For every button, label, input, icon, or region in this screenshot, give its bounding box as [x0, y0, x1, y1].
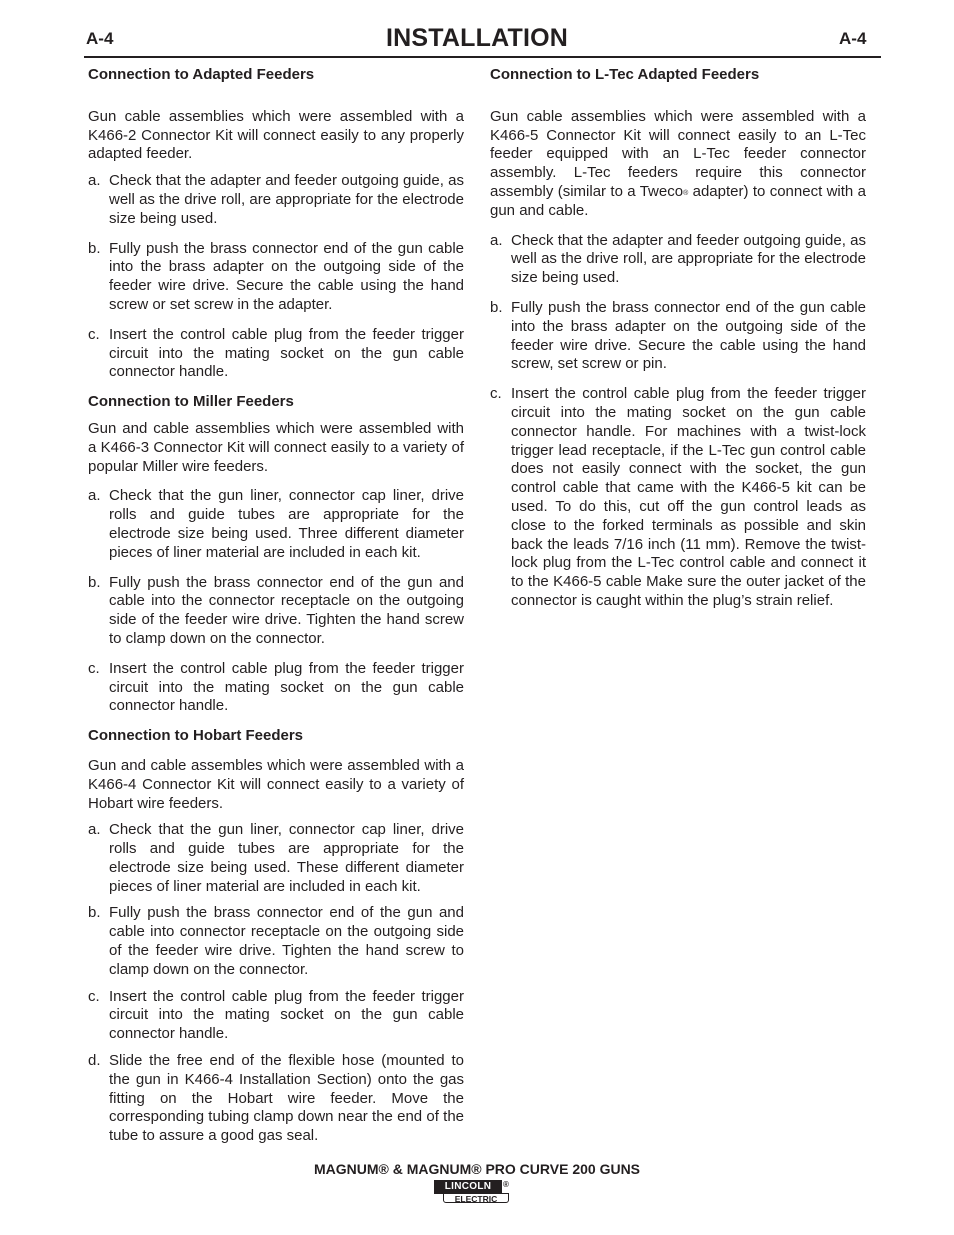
page-number-left: A-4: [86, 29, 114, 48]
right-column: [490, 66, 866, 611]
list-item-label: d.: [88, 1052, 101, 1070]
registered-mark: ®: [683, 189, 689, 197]
logo-top-text: LINCOLN: [434, 1180, 502, 1194]
list-item: [490, 385, 866, 611]
intro-text-part-1: Gun cable assemblies which were assembled with a K466-5 Connector Kit will connect easily to an L-Tec feeder equipped with an L-Tec feeder connector assembly. L-Tec feeders require this connector assembly (similar to a Tweco: [490, 107, 866, 200]
logo-bottom-text: ELECTRIC: [443, 1193, 509, 1203]
section-heading-ltec: Connection to L-Tec Adapted Feeders: [490, 66, 760, 83]
section-heading-miller: Connection to Miller Feeders: [88, 393, 294, 411]
list-item-label: b.: [490, 298, 503, 316]
list-item-label: c.: [88, 325, 100, 343]
section-heading-adapted: Connection to Adapted Feeders: [88, 66, 315, 83]
list-item: [88, 1052, 464, 1146]
list-item-text: Insert the control cable plug from the feeder trigger circuit into the mating socket on the gun cable connector handle.: [109, 659, 464, 715]
list-item: [88, 660, 464, 716]
list-item-label: b.: [88, 573, 101, 591]
list-item-label: b.: [88, 239, 101, 257]
list-item-text: Insert the control cable plug from the feeder trigger circuit into the mating socket on the gun cable connector handle.: [109, 325, 464, 381]
list-item-text: Slide the free end of the flexible hose (mounted to the gun in K466-4 Installation Section) onto the gas fitting on the Hobart wire feeder. Move the corresponding tubing clamp down near the end of the tube to assure a good gas seal.: [109, 1052, 464, 1145]
list-item: [88, 326, 464, 382]
list-item-label: a.: [88, 172, 101, 190]
list-item-text: Fully push the brass connector end of the gun cable into the brass adapter on the outgoing side of the feeder wire drive. Secure the cable using the hand screw, set screw or pin.: [511, 298, 866, 373]
list-item-text: Check that the adapter and feeder outgoing guide, as well as the drive roll, are appropriate for the electrode size being used.: [109, 172, 464, 227]
list-item: [490, 299, 866, 374]
list-item-label: a.: [490, 231, 503, 249]
list-item-text: Fully push the brass connector end of the gun and cable into connector receptacle on the outgoing side of the feeder wire drive. Tighten the hand screw to clamp down on the connector.: [109, 904, 464, 978]
list-item-label: a.: [88, 487, 101, 505]
list-item: [88, 172, 464, 228]
list-item-text: Insert the control cable plug from the feeder trigger circuit into the mating socket on the gun cable connector handle.: [109, 987, 464, 1043]
list-item-text: Fully push the brass connector end of the gun and cable into the connector receptacle on the outgoing side of the feeder wire drive. Tighten the hand screw to clamp down on the connector.: [109, 573, 464, 647]
footer-product-title: MAGNUM® & MAGNUM® PRO CURVE 200 GUNS: [313, 1161, 641, 1177]
section-intro-ltec: [490, 108, 866, 221]
left-column: [88, 66, 464, 1146]
list-item: [88, 574, 464, 649]
list-item-text: Fully push the brass connector end of the gun cable into the brass adapter on the outgoing side of the feeder wire drive. Secure the cable using the hand screw or set screw in the adapter.: [109, 239, 464, 313]
section-intro-hobart: Gun and cable assembles which were assembled with a K466-4 Connector Kit will connect easily to a variety of Hobart wire feeders.: [88, 756, 464, 812]
list-item-label: c.: [88, 987, 100, 1005]
list-item: [88, 821, 464, 896]
page-number-right: A-4: [839, 29, 867, 48]
list-item-text: Check that the gun liner, connector cap liner, drive rolls and guide tubes are appropriate for the electrode size being used. These different diameter pieces of liner material are included in each kit.: [109, 821, 464, 895]
intro-text-part-2: adapter) to connect with a gun and cable.: [490, 182, 866, 219]
list-item-label: b.: [88, 904, 101, 922]
list-item: [88, 988, 464, 1044]
list-item: [88, 487, 464, 562]
list-item: [490, 232, 866, 288]
list-item-text: Check that the gun liner, connector cap liner, drive rolls and guide tubes are appropriate for the electrode size being used. Three different diameter pieces of liner material are included in each kit.: [109, 487, 464, 561]
list-item-label: c.: [88, 659, 100, 677]
list-item-text: Check that the adapter and feeder outgoing guide, as well as the drive roll, are appropriate for the electrode size being used.: [511, 231, 866, 287]
section-intro-miller: Gun and cable assemblies which were assembled with a K466-3 Connector Kit will connect easily to a variety of popular Miller wire feeders.: [88, 419, 464, 475]
section-heading-hobart: Connection to Hobart Feeders: [88, 727, 304, 745]
list-item-text: Insert the control cable plug from the feeder trigger circuit into the mating socket on the gun cable connector handle. For machines with a twist-lock trigger lead receptacle, if the L-Tec gun control cable does not easily connect with the socket, the gun control cable that came with the K466-5 kit can be used. To do this, cut off the gun control leads as close to the forked terminals as possible and skin back the leads 7/16 inch (11 mm). Remove the twist-lock plug from the L-Tec control cable and connect it to the K466-5 cable Make sure the outer jacket of the connector is caught within the plug’s strain relief.: [511, 385, 866, 609]
list-item-label: a.: [88, 821, 101, 839]
section-intro-adapted: Gun cable assemblies which were assembled with a K466-2 Connector Kit will connect easily to any properly adapted feeder.: [88, 107, 464, 163]
logo-registered-mark: ®: [503, 1180, 509, 1189]
list-item: [88, 904, 464, 979]
list-item-label: c.: [490, 385, 502, 403]
lincoln-electric-logo: [434, 1180, 510, 1204]
list-item: [88, 240, 464, 315]
page-title: INSTALLATION: [385, 24, 568, 52]
header-rule: [84, 56, 881, 58]
